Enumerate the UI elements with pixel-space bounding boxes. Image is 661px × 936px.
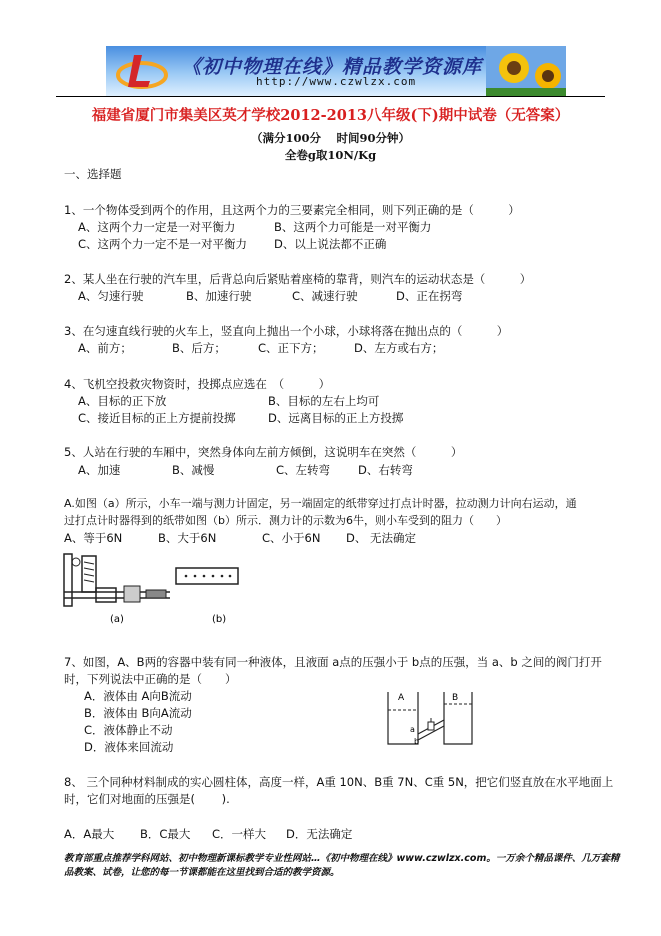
exam-gravity-note: 全卷g取10N/Kg [284, 148, 377, 162]
question-2-option-c: C、减速行驶 [292, 289, 358, 303]
exam-score-time: （满分100分 时间90分钟） [250, 131, 410, 145]
header-rule [56, 96, 605, 97]
question-6-stem-line-2: 过打点计时器得到的纸带如图（b）所示．测力计的示数为6牛，则小车受到的阻力（ ） [64, 514, 507, 527]
question-7-option-d: D．液体来回流动 [84, 740, 174, 754]
question-5-option-d: D、右转弯 [358, 463, 413, 477]
question-5-option-c: C、左转弯 [276, 463, 331, 477]
question-1-stem: 1、一个物体受到两个的作用，且这两个力的三要素完全相同，则下列正确的是（ ） [64, 203, 520, 217]
question-2-option-b: B、加速行驶 [186, 289, 252, 303]
point-a-label: a [410, 725, 415, 734]
container-b-label: B [452, 693, 459, 703]
header-banner [106, 46, 566, 96]
question-6-figure [62, 552, 240, 624]
question-3-option-a: A、前方； [78, 341, 132, 355]
question-8-option-d: D．无法确定 [286, 827, 353, 841]
question-4-stem: 4、飞机空投救灾物资时，投掷点应选在 （ ） [64, 377, 331, 391]
question-5-option-b: B、减慢 [172, 463, 215, 477]
question-6-stem-line-1: A.如图（a）所示，小车一端与测力计固定，另一端固定的纸带穿过打点计时器，拉动测力计向右运动，通 [64, 497, 577, 510]
question-7-stem-line-2: 时，下列说法中正确的是（ ） [64, 672, 237, 686]
question-2-option-d: D、正在拐弯 [396, 289, 463, 303]
exam-title: 福建省厦门市集美区英才学校2012-2013八年级(下)期中试卷（无答案） [91, 107, 570, 124]
question-3-option-c: C、正下方； [258, 341, 324, 355]
sunflower-image [486, 46, 566, 96]
site-logo [114, 51, 170, 91]
question-7-stem-line-1: 7、如图，A、B两的容器中装有同一种液体，且液面 a点的压强小于 b点的压强，当 a、b 之间的阀门打开 [64, 655, 602, 669]
question-6-option-b: B、大于6N [158, 531, 217, 545]
question-4-option-d: D、远离目标的正上方投掷 [268, 411, 404, 425]
question-4-option-b: B、目标的左右上均可 [268, 394, 380, 408]
question-1-option-a: A、这两个力一定是一对平衡力 [78, 220, 236, 234]
question-3-option-b: B、后方； [172, 341, 226, 355]
question-1-option-c: C、这两个力一定不是一对平衡力 [78, 237, 248, 251]
question-2-stem: 2、某人坐在行驶的汽车里，后背总向后紧贴着座椅的靠背，则汽车的运动状态是（ ） [64, 272, 532, 286]
question-7-option-a: A．液体由 A向B流动 [84, 689, 192, 703]
figure-label-a: (a) [110, 614, 124, 624]
question-5-option-a: A、加速 [78, 463, 121, 477]
question-3-option-d: D、左方或右方； [354, 341, 444, 355]
question-6-option-a: A、等于6N [64, 531, 123, 545]
question-3-stem: 3、在匀速直线行驶的火车上，竖直向上抛出一个小球，小球将落在抛出点的（ ） [64, 324, 509, 338]
question-8-option-a: A．A最大 [64, 827, 115, 841]
question-4-option-c: C、接近目标的正上方提前投掷 [78, 411, 236, 425]
question-6-option-c: C、小于6N [262, 531, 321, 545]
question-8-option-b: B．C最大 [140, 827, 191, 841]
question-2-option-a: A、匀速行驶 [78, 289, 144, 303]
question-8-stem-line-2: 时，它们对地面的压强是( ). [64, 792, 230, 806]
question-8-option-c: C．一样大 [212, 827, 267, 841]
question-7-option-c: C．液体静止不动 [84, 723, 173, 737]
figure-label-b: (b) [212, 614, 227, 624]
question-7-figure [384, 688, 476, 746]
container-a-label: A [398, 693, 405, 703]
question-1-option-b: B、这两个力可能是一对平衡力 [274, 220, 432, 234]
banner-url[interactable]: http://www.czwlzx.com [256, 75, 417, 88]
question-5-stem: 5、人站在行驶的车厢中，突然身体向左前方倾倒，这说明车在突然（ ） [64, 445, 463, 459]
banner-title: 《初中物理在线》精品教学资源库 [182, 56, 483, 78]
section-heading: 一、选择题 [64, 167, 122, 181]
question-7-option-b: B．液体由 B向A流动 [84, 706, 192, 720]
question-4-option-a: A、目标的正下放 [78, 394, 167, 408]
question-1-option-d: D、以上说法都不正确 [274, 237, 387, 251]
page-footer: 教育部重点推荐学科网站、初中物理新课标教学专业性网站…《初中物理在线》www.czwlzx.com。一万余个精品课件、几万套精品教案、试卷，让您的每一节课都能在这里找到合适的教学资源。 [64, 853, 620, 878]
point-b-label: b [414, 737, 420, 746]
question-8-stem-line-1: 8、 三个同种材料制成的实心圆柱体，高度一样，A重 10N、B重 7N、C重 5N，把它们竖直放在水平地面上 [64, 775, 614, 789]
question-6-option-d: D、 无法确定 [346, 531, 417, 545]
